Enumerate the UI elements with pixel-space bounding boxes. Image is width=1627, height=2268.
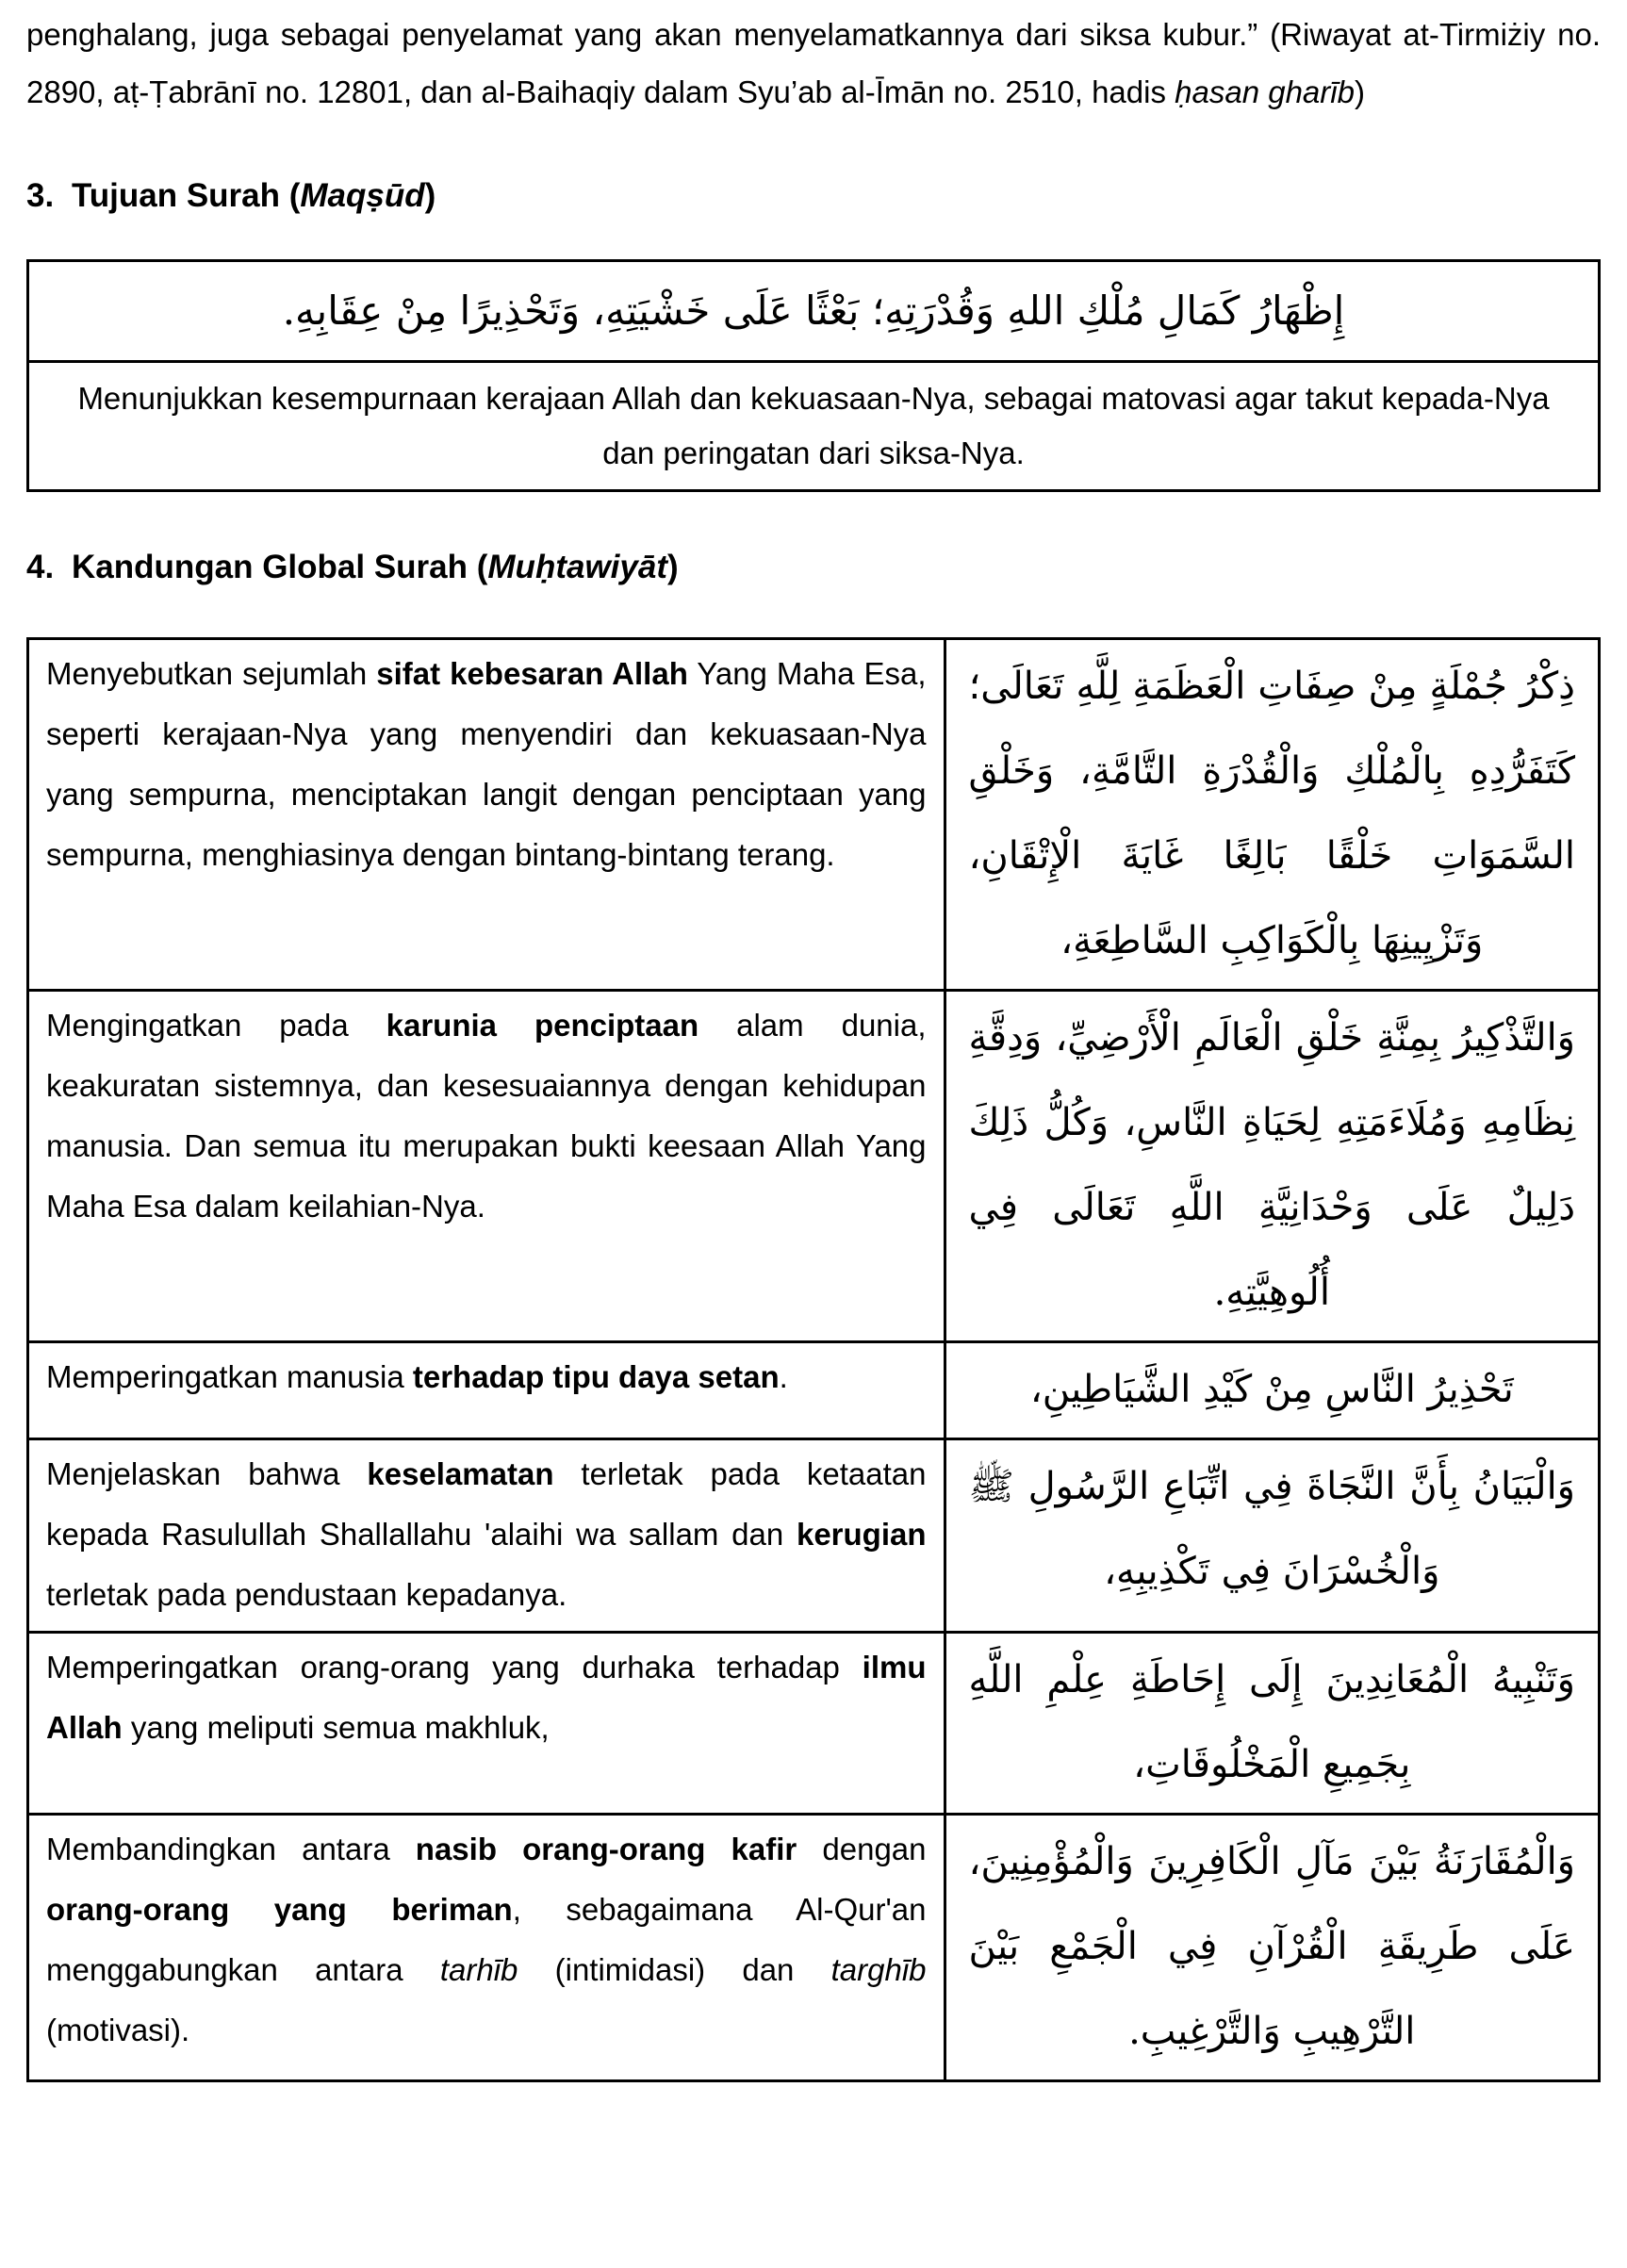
arabic-cell: ذِكْرُ جُمْلَةٍ مِنْ صِفَاتِ الْعَظَمَةِ لِلَّهِ تَعَالَى؛ كَتَفَرُّدِهِ بِالْمُلْكِ وَالْقُدْرَةِ التَّامَّةِ، وَخَلْقِ السَّمَوَاتِ خَلْقًا بَالِغًا غَايَةَ الْإِتْقَانِ، وَتَزْيِينِهَا بِالْكَوَاكِبِ السَّاطِعَةِ، — [945, 639, 1599, 991]
maqsud-translation-cell: Menunjukkan kesempurnaan kerajaan Allah dan kekuasaan-Nya, sebagai matovasi agar takut kepada-Nya dan peringatan dari siksa-Nya. — [28, 362, 1600, 491]
maqsud-arabic-cell: إِظْهَارُ كَمَالِ مُلْكِ اللهِ وَقُدْرَتِهِ؛ بَعْثًا عَلَى خَشْيَتِهِ، وَتَحْذِيرًا مِنْ عِقَابِهِ. — [28, 261, 1600, 362]
arabic-cell: وَالْمُقَارَنَةُ بَيْنَ مَآلِ الْكَافِرِينَ وَالْمُؤْمِنِينَ، عَلَى طَرِيقَةِ الْقُرْآنِ فِي الْجَمْعِ بَيْنَ التَّرْهِيبِ وَالتَّرْغِيبِ. — [945, 1815, 1599, 2081]
arabic-cell: وَتَنْبِيهُ الْمُعَانِدِينَ إِلَى إِحَاطَةِ عِلْمِ اللَّهِ بِجَمِيعِ الْمَخْلُوقَاتِ، — [945, 1633, 1599, 1815]
maqsud-table — [26, 259, 1601, 492]
indonesian-cell: Mengingatkan pada karunia penciptaan alam dunia, keakuratan sistemnya, dan kesesuaiannya dengan kehidupan manusia. Dan semua itu merupakan bukti keesaan Allah Yang Maha Esa dalam keilahian-Nya. — [28, 991, 945, 1342]
table-row — [28, 261, 1600, 362]
indonesian-cell: Menyebutkan sejumlah sifat kebesaran Allah Yang Maha Esa, seperti kerajaan-Nya yang menyendiri dan kekuasaan-Nya yang sempurna, menciptakan langit dengan penciptaan yang sempurna, menghiasinya dengan bintang-bintang terang. — [28, 639, 945, 991]
indonesian-cell: Membandingkan antara nasib orang-orang kafir dengan orang-orang yang beriman, sebagaimana Al-Qur'an menggabungkan antara tarhīb (intimidasi) dan targhīb (motivasi). — [28, 1815, 945, 2081]
muhtawiyat-table — [26, 637, 1601, 2082]
indonesian-cell: Memperingatkan orang-orang yang durhaka terhadap ilmu Allah yang meliputi semua makhluk, — [28, 1633, 945, 1815]
table-row — [28, 1342, 1600, 1439]
section-4-number: 4. — [26, 549, 55, 585]
table-row — [28, 639, 1600, 991]
section-3-title: Tujuan Surah (Maqṣūd) — [72, 177, 436, 214]
section-3-heading — [26, 175, 1601, 217]
indonesian-cell: Menjelaskan bahwa keselamatan terletak pada ketaatan kepada Rasulullah Shallallahu 'alaihi wa sallam dan kerugian terletak pada pendustaan kepadanya. — [28, 1439, 945, 1633]
table-row — [28, 1815, 1600, 2081]
table-row — [28, 1633, 1600, 1815]
arabic-cell: تَحْذِيرُ النَّاسِ مِنْ كَيْدِ الشَّيَاطِينِ، — [945, 1342, 1599, 1439]
section-3-number: 3. — [26, 177, 55, 214]
arabic-cell: وَالتَّذْكِيرُ بِمِنَّةِ خَلْقِ الْعَالَمِ الْأَرْضِيِّ، وَدِقَّةِ نِظَامِهِ وَمُلَاءَمَتِهِ لِحَيَاةِ النَّاسِ، وَكُلُّ ذَلِكَ دَلِيلٌ عَلَى وَحْدَانِيَّةِ اللَّهِ تَعَالَى فِي أُلُوهِيَّتِهِ. — [945, 991, 1599, 1342]
section-4-heading — [26, 547, 1601, 588]
table-row — [28, 1439, 1600, 1633]
table-row — [28, 991, 1600, 1342]
indonesian-cell: Memperingatkan manusia terhadap tipu daya setan. — [28, 1342, 945, 1439]
arabic-cell: وَالْبَيَانُ بِأَنَّ النَّجَاةَ فِي اتِّبَاعِ الرَّسُولِ ﷺ وَالْخُسْرَانَ فِي تَكْذِيبِهِ، — [945, 1439, 1599, 1633]
section-4-title: Kandungan Global Surah (Muḥtawiyāt) — [72, 549, 679, 585]
table-row — [28, 362, 1600, 491]
intro-paragraph: penghalang, juga sebagai penyelamat yang akan menyelamatkannya dari siksa kubur.” (Riwayat at-Tirmiżiy no. 2890, aṭ-Ṭabrānī no. 12801, dan al-Baihaqiy dalam Syu’ab al-Īmān no. 2510, hadis ḥasan gharīb) — [26, 17, 1601, 109]
